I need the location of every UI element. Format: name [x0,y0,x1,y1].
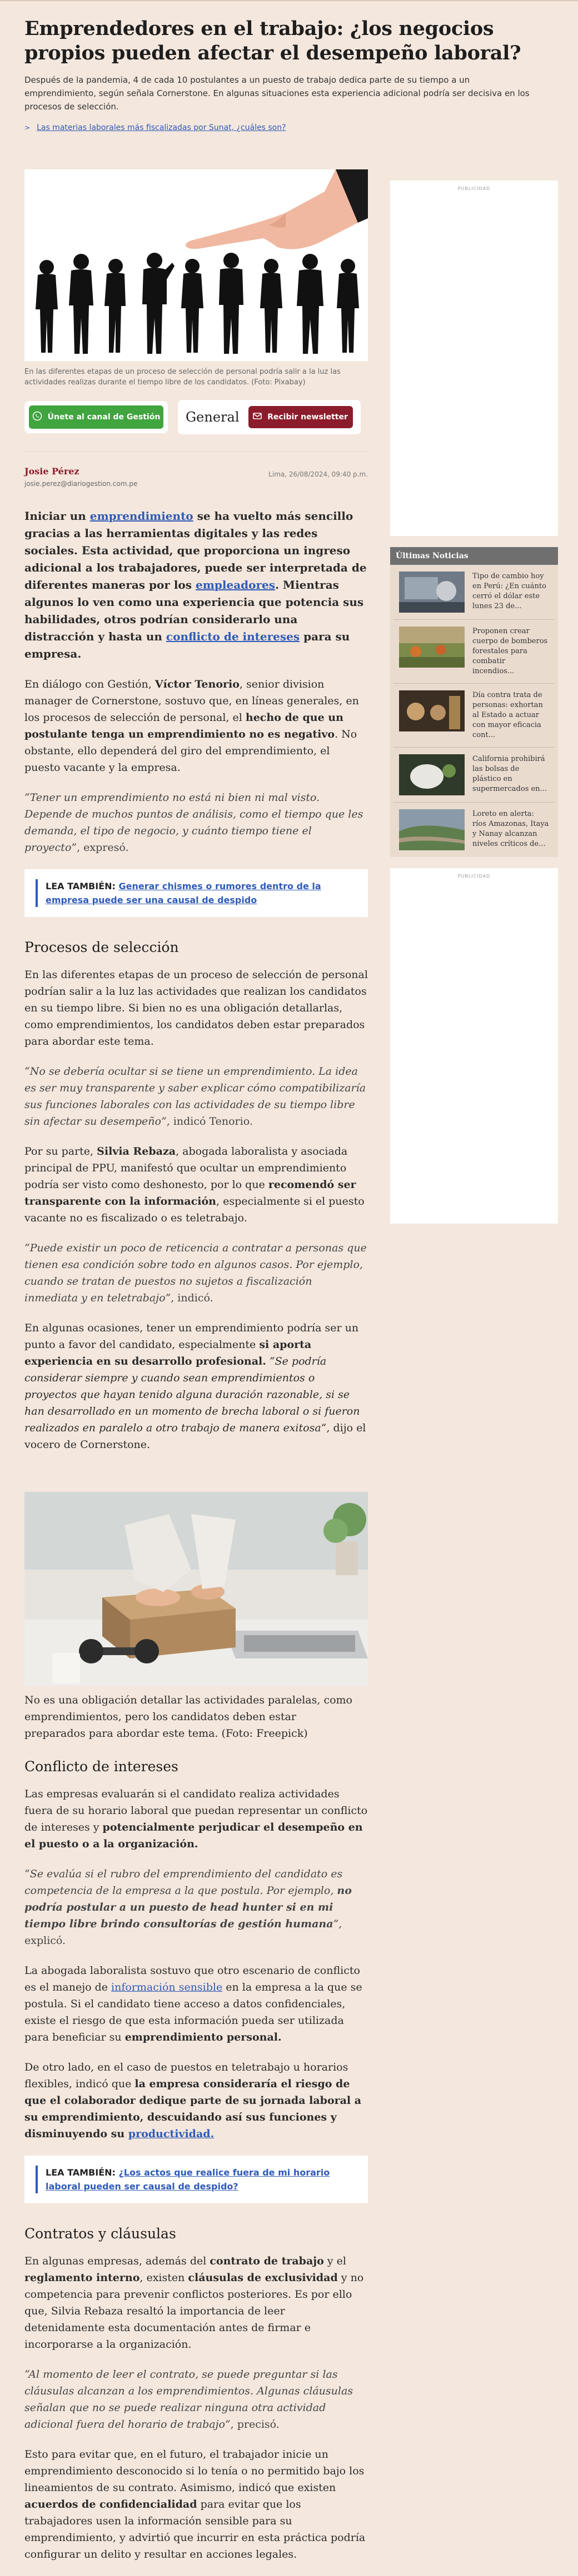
article-lead: Después de la pandemia, 4 de cada 10 postulantes a un puesto de trabajo dedica parte de su tiempo a un emprendimiento, según señala Cornerstone. En algunas situaciones esta experiencia adicional podría ser decisiva en los procesos de selección. [24,75,530,112]
quote-paragraph: “No se debería ocultar si se tiene un emprendimiento. La idea es ser muy transparente y saber explicar cómo compatibilizaría sus funciones laborales con las actividades de su tiempo libre sin afectar su desempeño”, indicó Tenorio. [24,1065,366,1127]
latest-news [390,547,558,857]
chevron-right-icon: > [24,124,31,132]
related-link-row[interactable] [24,123,531,132]
ad-slot[interactable] [390,181,558,536]
author-name[interactable]: Josie Pérez [24,466,79,477]
newsletter-button[interactable] [248,406,353,428]
news-headline: Loreto en alerta: ríos Amazonas, Itaya y Nanay alcanzan niveles críticos de... [472,810,549,848]
photo-caption: No es una obligación detallar las actividades paralelas, como emprendimientos, pero los candidatos deben estar preparados para abordar este tema. (Foto: Freepick) [24,1694,352,1740]
read-also-box [24,869,368,917]
news-thumbnail [399,627,465,668]
paragraph: Iniciar un emprendimiento se ha vuelto más sencillo gracias a las herramientas digitales y las redes sociales. Esta actividad, que proporciona un ingreso adicional a los trabajadores, puede ser interpretada de diferentes maneras por los empleadores. Mientras algunos lo ven como una experiencia que potencia sus habilidades, otros podrían considerarlo una distracción y hasta un conflicto de intereses para su empresa. [24,509,367,660]
photo-illustration [24,1492,368,1686]
share-row [24,399,368,435]
link-informacion-sensible[interactable]: información sensible [111,1981,223,1993]
ad-slot[interactable] [390,868,558,1224]
article-header [0,1,556,132]
paragraph: En algunas ocasiones, tener un emprendimiento podría ser un punto a favor del candidato, especialmente si aporta experiencia en su desarrollo profesional. “Se podría considerar siempre y cuando sean emprendimientos o proyectos que hayan tenido alguna duración razonable, si se han desarrollado en un momento de brecha laboral o si fueron realizados en paralelo a otro trabajo de manera exitosa”, dijo el vocero de Cornerstone. [24,1322,366,1451]
author-email[interactable]: josie.perez@diariogestion.com.pe [24,480,138,488]
news-thumbnail [399,809,465,850]
article-main [24,169,368,2576]
article-body [24,508,368,2563]
newsletter-brand: General [186,409,240,425]
quote-paragraph: “Tener un emprendimiento no está ni bien ni mal visto. Depende de muchos puntos de análisis, como el tiempo que les demanda, el tipo de negocio, y cuánto tiempo tiene el proyecto”, expresó. [24,791,363,854]
latest-news-title: Últimas Noticias [390,547,558,565]
quote-paragraph: “Se evalúa si el rubro del emprendimiento del candidato es competencia de la empresa a la que postula. Por ejemplo, no podría postular a un puesto de head hunter si en mi tiempo libre brindo consultorías de gestión humana”, explicó. [24,1868,352,1947]
ad-label: PUBLICIDAD [457,874,491,879]
news-thumbnail [399,754,465,795]
package-laptop-photo [24,1492,368,1686]
read-also-box [24,2156,368,2203]
news-headline: Tipo de cambio hoy en Perú: ¿En cuánto cerró el dólar este lunes 23 de... [472,572,546,610]
paragraph: De otro lado, en el caso de puestos en teletrabajo u horarios flexibles, indicó que la empresa consideraría el riesgo de que el colaborador dedique parte de su jornada laboral a su emprendimiento, descuidando así sus funciones y disminuyendo su productividad. [24,2061,362,2140]
read-also-link[interactable]: ¿Los actos que realice fuera de mi horario laboral pueden ser causal de despido? [46,2167,330,2192]
link-conflicto-intereses[interactable]: conflicto de intereses [166,630,300,643]
paragraph: Las empresas evaluarán si el candidato realiza actividades fuera de su horario laboral que puedan representar un conflicto de intereses y potencialmente perjudicar el desempeño en el puesto o a la organización. [24,1788,368,1850]
newsletter-box [178,400,361,434]
quote-paragraph: “Puede existir un poco de reticencia a contratar a personas que tienen esa condición sobre todo en algunos casos. Por ejemplo, cuando se tratan de puestos no sujetos a fiscalización inmediata y en teletrabajo”, indicó. [24,1242,367,1304]
hero-caption: En las diferentes etapas de un proceso de selección de personal podría salir a la luz las actividades realizas durante el tiempo libre de los candidatos. (Foto: Pixabay) [24,368,341,387]
ad-label: PUBLICIDAD [457,186,491,191]
read-also-link[interactable]: Generar chismes o rumores dentro de la empresa puede ser una causal de despido [46,881,321,905]
paragraph: En las diferentes etapas de un proceso de selección de personal podrían salir a la luz las actividades que realizan los candidatos en su tiempo libre. Si bien no es una obligación detallarlas, como emprendimientos, los candidatos deben estar preparados para abordar este tema. [24,969,368,1048]
sidebar [390,181,558,1224]
news-headline: Proponen crear cuerpo de bomberos forestales para combatir incendios... [472,627,548,675]
news-item[interactable] [393,684,555,748]
whatsapp-box [24,401,168,433]
read-also-prefix: LEA TAMBIÉN: [46,2167,119,2178]
news-headline: California prohibirá las bolsas de plástico en supermercados en... [472,755,547,793]
section-heading: Conflicto de intereses [24,1758,178,1775]
link-productividad[interactable]: productividad. [128,2128,215,2140]
link-empleadores[interactable]: empleadores [196,578,275,592]
section-heading: Contratos y cláusulas [24,2226,176,2242]
news-item[interactable] [393,803,555,857]
paragraph: En diálogo con Gestión, Víctor Tenorio, senior division manager de Cornerstone, sostuvo que, en líneas generales, en los procesos de selección de personal, el hecho de que un postulante tenga un emprendimiento no es negativo. No obstante, ello dependerá del giro del emprendimiento, el puesto vacante y la empresa. [24,678,359,774]
news-item[interactable] [393,565,555,620]
whatsapp-label: Únete al canal de Gestión [47,413,161,422]
news-thumbnail [399,572,465,613]
hero-image [24,169,368,361]
publish-date: Lima, 26/08/2024, 09:40 p.m. [268,470,368,478]
section-heading: Procesos de selección [24,939,179,955]
paragraph: En algunas empresas, además del contrato de trabajo y el reglamento interno, existen cláusulas de exclusividad y no competencia para prevenir conflictos posteriores. Es por ello que, Silvia Rebaza resaltó la importancia de leer detenidamente esta documentación antes de firmar e incorporarse a la organización. [24,2255,364,2351]
paragraph: Esto para evitar que, en el futuro, el trabajador inicie un emprendimiento desconocido si lo tenía o no permitido bajo los lineamientos de su contrato. Asimismo, indicó que existen acuerdos de confidencialidad para evitar que los trabajadores usen la información sensible para su emprendimiento, y advirtió que incurrir en esta práctica podría configurar un delito y resultar en acciones legales. [24,2448,366,2560]
quote-paragraph: “Al momento de leer el contrato, se puede preguntar si las cláusulas alcanzan a los emprendimientos. Algunas cláusulas señalan que no se puede realizar ninguna otra actividad adicional fuera del horario de trabajo”, precisó. [24,2368,353,2430]
whatsapp-channel-button[interactable] [29,405,163,429]
author-row [24,451,368,488]
paragraph: Por su parte, Silvia Rebaza, abogada laboralista y asociada principal de PPU, manifestó que ocultar un emprendimiento podría ser visto como deshonesto, por lo que recomendó ser transparente con la información, especialmente si el puesto vacante no es fiscalizado o es teletrabajo. [24,1145,365,1224]
link-emprendimiento[interactable]: emprendimiento [89,509,193,523]
silhouettes-illustration [24,169,368,361]
newsletter-label: Recibir newsletter [267,413,348,422]
article-title: Emprendedores en el trabajo: ¿los negocios propios pueden afectar el desempeño laboral? [24,17,521,64]
news-headline: Día contra trata de personas: exhortan al Estado a actuar con mayor eficacia cont... [472,691,543,739]
news-item[interactable] [393,620,555,684]
mail-icon [253,412,262,422]
related-link[interactable]: Las materias laborales más fiscalizadas por Sunat, ¿cuáles son? [37,123,286,132]
news-thumbnail [399,690,465,731]
paragraph: La abogada laboralista sostuvo que otro escenario de conflicto es el manejo de información sensible en la empresa a la que se postula. Si el candidato tiene acceso a datos confidenciales, existe el riesgo de que esta información pueda ser utilizada para beneficiar su emprendimiento personal. [24,1964,362,2043]
whatsapp-icon [32,411,42,423]
read-also-prefix: LEA TAMBIÉN: [46,881,119,891]
news-item[interactable] [393,748,555,803]
